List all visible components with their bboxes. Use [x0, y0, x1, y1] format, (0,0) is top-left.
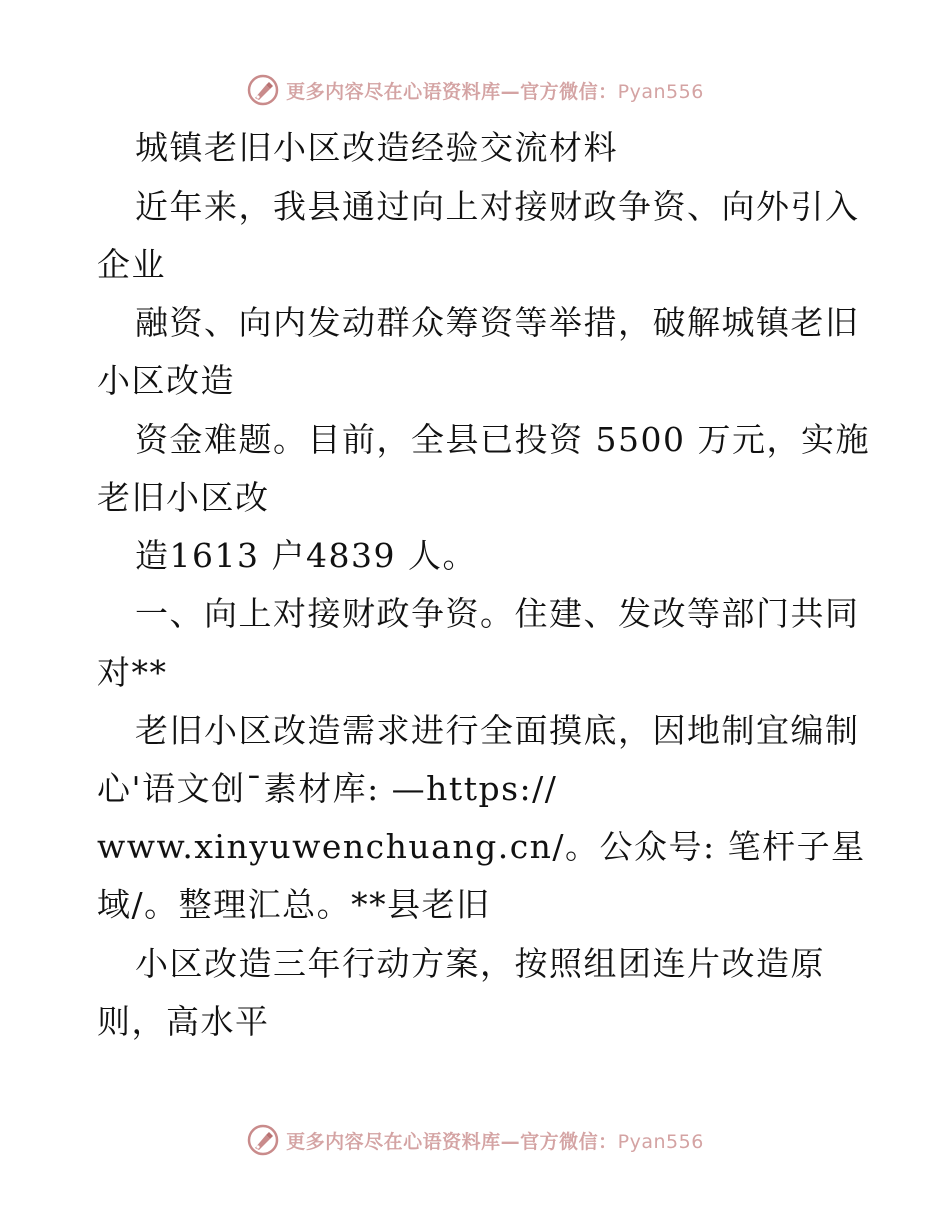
text-line: 企业: [97, 245, 166, 284]
fountain-pen-logo-icon: [246, 73, 280, 107]
text-line: 对**: [97, 653, 168, 692]
text-line: 则，高水平: [97, 1002, 270, 1041]
text-line: 老旧小区改: [97, 478, 270, 517]
text-line: 造1613 户4839 人。: [135, 536, 477, 575]
text-line: 域/。整理汇总。**县老旧: [97, 885, 491, 924]
text-line: www.xinyuwenchuang.cn/。公众号: 笔杆子星: [97, 827, 866, 866]
text-line: 资金难题。目前，全县已投资 5500 万元，实施: [135, 420, 870, 459]
watermark-text: 更多内容尽在心语资料库—官方微信：Pyan556: [286, 1130, 704, 1153]
watermark-wechat-id: Pyan556: [617, 1130, 704, 1153]
text-line: 心'语文创¯素材库: —https://: [97, 769, 558, 808]
fountain-pen-logo-icon: [246, 1123, 280, 1157]
watermark-wechat-id: Pyan556: [617, 80, 704, 103]
text-line: 老旧小区改造需求进行全面摸底，因地制宜编制: [135, 711, 860, 750]
text-line: 小区改造: [97, 361, 235, 400]
header-watermark: [0, 70, 950, 110]
section-heading-line: 一、向上对接财政争资。住建、发改等部门共同: [135, 594, 860, 633]
document-title: 城镇老旧小区改造经验交流材料: [135, 128, 618, 167]
text-line: 小区改造三年行动方案，按照组团连片改造原: [135, 944, 825, 983]
text-line: 近年来，我县通过向上对接财政争资、向外引入: [135, 187, 860, 226]
watermark-text: 更多内容尽在心语资料库—官方微信：Pyan556: [286, 80, 704, 103]
footer-watermark: [0, 1120, 950, 1160]
text-line: 融资、向内发动群众筹资等举措，破解城镇老旧: [135, 303, 860, 342]
